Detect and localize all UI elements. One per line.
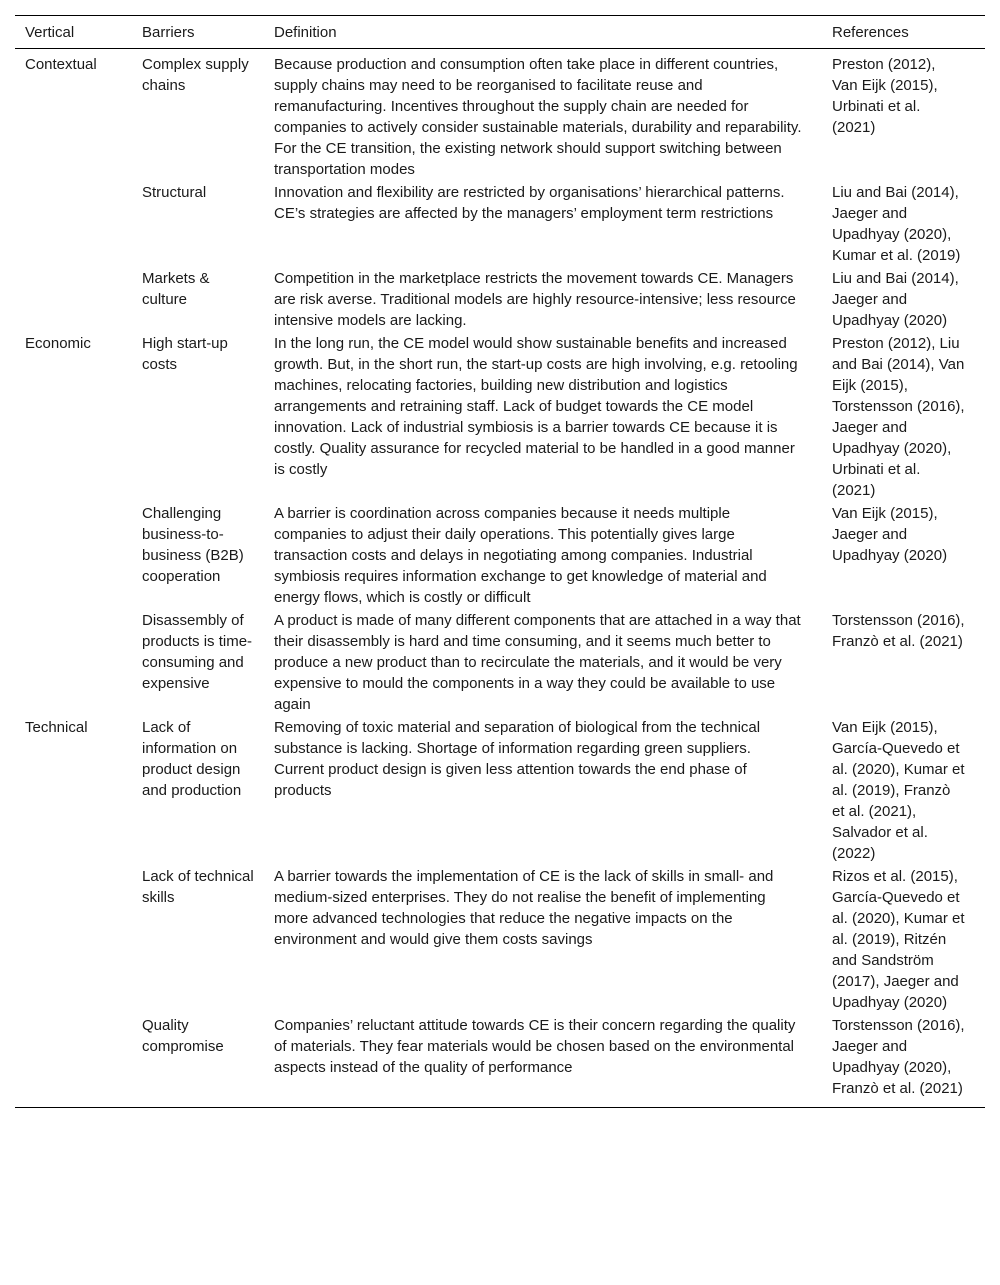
cell-definition: Removing of toxic material and separation of biological from the technical substance is lacking. Shortage of information regarding green suppliers. Current product design is given less attention towards the end phase of products xyxy=(274,719,761,799)
cell-references: Liu and Bai (2014), Jaeger and Upadhyay (2020), Kumar et al. (2019) xyxy=(832,184,961,264)
cell-vertical xyxy=(15,608,132,715)
cell-references: Preston (2012), Van Eijk (2015), Urbinati et al. (2021) xyxy=(832,56,938,136)
cell-references: Preston (2012), Liu and Bai (2014), Van Eijk (2015), Torstensson (2016), Jaeger and Upadhyay (2020), Urbinati et al. (2021) xyxy=(832,335,965,499)
table-row xyxy=(15,864,985,1013)
cell-barrier: Lack of information on product design and production xyxy=(142,719,242,799)
cell-barrier: High start-up costs xyxy=(142,335,228,373)
cell-vertical xyxy=(15,1013,132,1108)
header-barriers: Barriers xyxy=(142,24,195,41)
cell-references: Van Eijk (2015), García-Quevedo et al. (2020), Kumar et al. (2019), Franzò et al. (2021), Salvador et al. (2022) xyxy=(832,719,965,862)
cell-references: Liu and Bai (2014), Jaeger and Upadhyay (2020) xyxy=(832,270,959,329)
cell-barrier: Complex supply chains xyxy=(142,56,249,94)
cell-vertical: Technical xyxy=(25,719,88,736)
cell-definition: A product is made of many different components that are attached in a way that their disassembly is hard and time consuming, and it seems much better to produce a new product than to recirculate the materials, and it would be very expensive to mould the components in a way they could be available to use again xyxy=(274,612,801,713)
table-container xyxy=(15,15,985,1108)
cell-vertical: Contextual xyxy=(25,56,97,73)
cell-vertical xyxy=(15,501,132,608)
table-header xyxy=(15,16,985,49)
cell-definition: Because production and consumption often take place in different countries, supply chains may need to be reorganised to facilitate reuse and remanufacturing. Incentives throughout the supply chain are needed for companies to actively consider sustainable materials, durability and reparability. For the CE transition, the existing network should support switching between transportation modes xyxy=(274,56,802,178)
table-row xyxy=(15,331,985,501)
cell-references: Rizos et al. (2015), García-Quevedo et al. (2020), Kumar et al. (2019), Ritzén and Sandström (2017), Jaeger and Upadhyay (2020) xyxy=(832,868,965,1011)
cell-definition: Companies’ reluctant attitude towards CE is their concern regarding the quality of materials. They fear materials would be chosen based on the environmental aspects instead of the quality of performance xyxy=(274,1017,796,1076)
table-row xyxy=(15,715,985,864)
table-row xyxy=(15,266,985,331)
cell-vertical: Economic xyxy=(25,335,91,352)
table-row xyxy=(15,1013,985,1108)
cell-references: Torstensson (2016), Franzò et al. (2021) xyxy=(832,612,965,650)
cell-references: Torstensson (2016), Jaeger and Upadhyay (2020), Franzò et al. (2021) xyxy=(832,1017,965,1097)
cell-barrier: Markets & culture xyxy=(142,270,210,308)
table-row xyxy=(15,608,985,715)
barriers-table xyxy=(15,15,985,1108)
header-vertical: Vertical xyxy=(25,24,75,41)
cell-definition: Competition in the marketplace restricts the movement towards CE. Managers are risk averse. Traditional models are highly resource-intensive; less resource intensive models are lacking. xyxy=(274,270,796,329)
cell-vertical xyxy=(15,266,132,331)
cell-barrier: Lack of technical skills xyxy=(142,868,254,906)
cell-definition: In the long run, the CE model would show sustainable benefits and increased growth. But, in the short run, the start-up costs are high involving, e.g. retooling machines, relocating factories, building new distribution and logistics arrangements and retraining staff. Lack of budget towards the CE model innovation. Lack of industrial symbiosis is a barrier towards CE because it is costly. Quality assurance for recycled material to be handled in a good manner is costly xyxy=(274,335,798,478)
table-row xyxy=(15,501,985,608)
cell-definition: Innovation and flexibility are restricted by organisations’ hierarchical patterns. CE’s strategies are affected by the managers’ employment term restrictions xyxy=(274,184,785,222)
cell-references: Van Eijk (2015), Jaeger and Upadhyay (2020) xyxy=(832,505,948,564)
cell-barrier: Challenging business-to-business (B2B) cooperation xyxy=(142,505,244,585)
cell-barrier: Structural xyxy=(142,184,207,201)
table-body xyxy=(15,49,985,1108)
cell-vertical xyxy=(15,864,132,1013)
cell-definition: A barrier towards the implementation of CE is the lack of skills in small- and medium-sized enterprises. They do not realise the benefit of implementing more advanced technologies that reduce the negative impacts on the environment and would give them costs savings xyxy=(274,868,774,948)
table-row xyxy=(15,180,985,266)
table-row xyxy=(15,49,985,181)
cell-definition: A barrier is coordination across companies because it needs multiple companies to adjust their daily operations. This potentially gives large transaction costs and delays in negotiating among companies. Industrial symbiosis requires information exchange to get knowledge of material and energy flows, which is costly or difficult xyxy=(274,505,767,606)
header-definition: Definition xyxy=(274,24,337,41)
cell-barrier: Quality compromise xyxy=(142,1017,224,1055)
header-row xyxy=(15,16,985,49)
cell-vertical xyxy=(15,180,132,266)
cell-barrier: Disassembly of products is time-consuming and expensive xyxy=(142,612,253,692)
header-references: References xyxy=(832,24,909,41)
